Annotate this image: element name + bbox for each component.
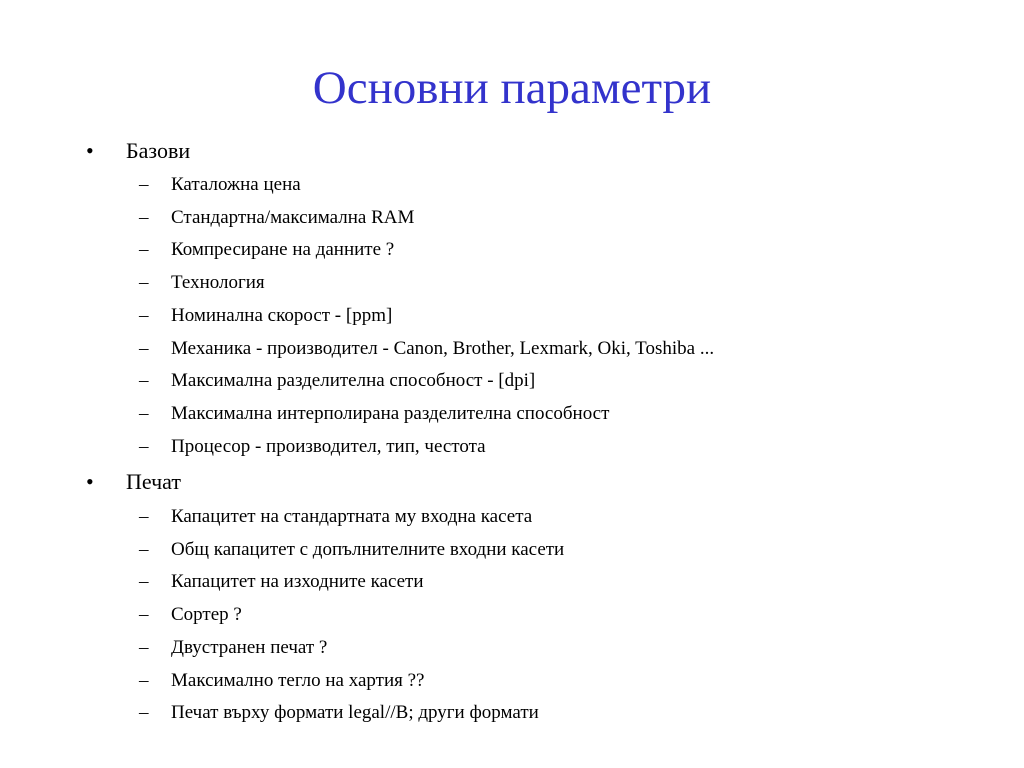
dash-icon: – [139,370,149,391]
section-label: Базови [126,138,191,163]
list-item-text: Сортер ? [171,604,242,625]
list-item-text: Общ капацитет с допълнителните входни касети [171,539,565,560]
bullet-icon: • [86,469,94,494]
list-item-text: Компресиране на данните ? [171,239,395,260]
dash-icon: – [139,272,149,293]
dash-icon: – [139,539,149,560]
list-item-text: Капацитет на стандартната му входна касета [171,506,533,527]
dash-icon: – [139,702,149,723]
dash-icon: – [139,506,149,527]
list-item-text: Номинална скорост - [ppm] [171,305,393,326]
list-item-text: Максимално тегло на хартия ?? [171,670,425,691]
list-item-text: Печат върху формати legal//B; други формати [171,702,539,723]
list-item-text: Максимална разделителна способност - [dpi] [171,370,536,391]
dash-icon: – [139,670,149,691]
list-item-text: Капацитет на изходните касети [171,571,424,592]
slide-title: Основни параметри [312,62,712,114]
dash-icon: – [139,207,149,228]
list-item-text: Двустранен печат ? [171,637,328,658]
dash-icon: – [139,338,149,359]
list-item-text: Механика - производител - Canon, Brother, Lexmark, Oki, Toshiba ... [171,338,715,359]
bullet-icon: • [86,138,94,163]
list-item-text: Процесор - производител, тип, честота [171,436,486,457]
dash-icon: – [139,174,149,195]
list-item-text: Максимална интерполирана разделителна способност [171,403,610,424]
dash-icon: – [139,239,149,260]
dash-icon: – [139,637,149,658]
dash-icon: – [139,436,149,457]
dash-icon: – [139,403,149,424]
section-label: Печат [126,469,181,494]
dash-icon: – [139,604,149,625]
dash-icon: – [139,571,149,592]
list-item-text: Стандартна/максимална RAM [171,207,415,228]
dash-icon: – [139,305,149,326]
list-item-text: Каталожна цена [171,174,301,195]
list-item-text: Технология [171,272,265,293]
